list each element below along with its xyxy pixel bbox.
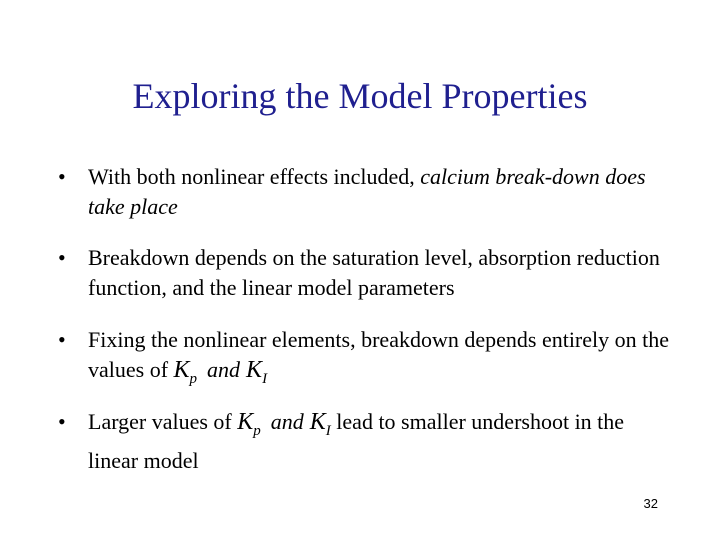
k-symbol: K	[246, 357, 263, 383]
bullet-1-plain: With both nonlinear effects included,	[88, 164, 421, 189]
bullet-dot: •	[58, 409, 66, 434]
bullet-3-text	[58, 325, 678, 394]
bullet-dot: •	[58, 327, 66, 352]
and-word: and	[207, 357, 241, 382]
k-sub-i: I	[325, 423, 331, 439]
slide-title: Exploring the Model Properties	[132, 76, 588, 116]
k-sub-p: p	[189, 371, 198, 387]
page-number: 32	[643, 496, 658, 511]
bullet-1-text	[58, 162, 678, 222]
bullet-3-plain: Fixing the nonlinear elements, breakdown depends entirely on the values of	[88, 327, 670, 382]
bullet-dot: •	[58, 164, 66, 189]
bullet-4-before: Larger values of	[88, 409, 238, 434]
and-word: and	[270, 409, 304, 434]
bullet-2	[58, 243, 678, 303]
k-symbol: K	[309, 409, 326, 435]
kp-ki-formula	[173, 357, 268, 387]
bullet-4-after: lead to smaller undershoot in the linear model	[88, 409, 625, 473]
bullet-4	[58, 407, 678, 476]
k-symbol: K	[237, 409, 254, 435]
kp-ki-formula	[237, 409, 331, 439]
bullet-4-text	[58, 407, 678, 476]
k-sub-p: p	[253, 423, 261, 439]
k-symbol: K	[173, 357, 190, 383]
bullet-2-text: Breakdown depends on the saturation level, absorption reduction function, and the linear model parameters	[88, 245, 660, 300]
bullet-1-italic: calcium break-down does take place	[88, 164, 646, 219]
k-sub-i: I	[262, 371, 268, 387]
bullet-3	[58, 325, 678, 394]
bullet-1	[58, 162, 678, 222]
bullet-dot: •	[58, 245, 66, 270]
